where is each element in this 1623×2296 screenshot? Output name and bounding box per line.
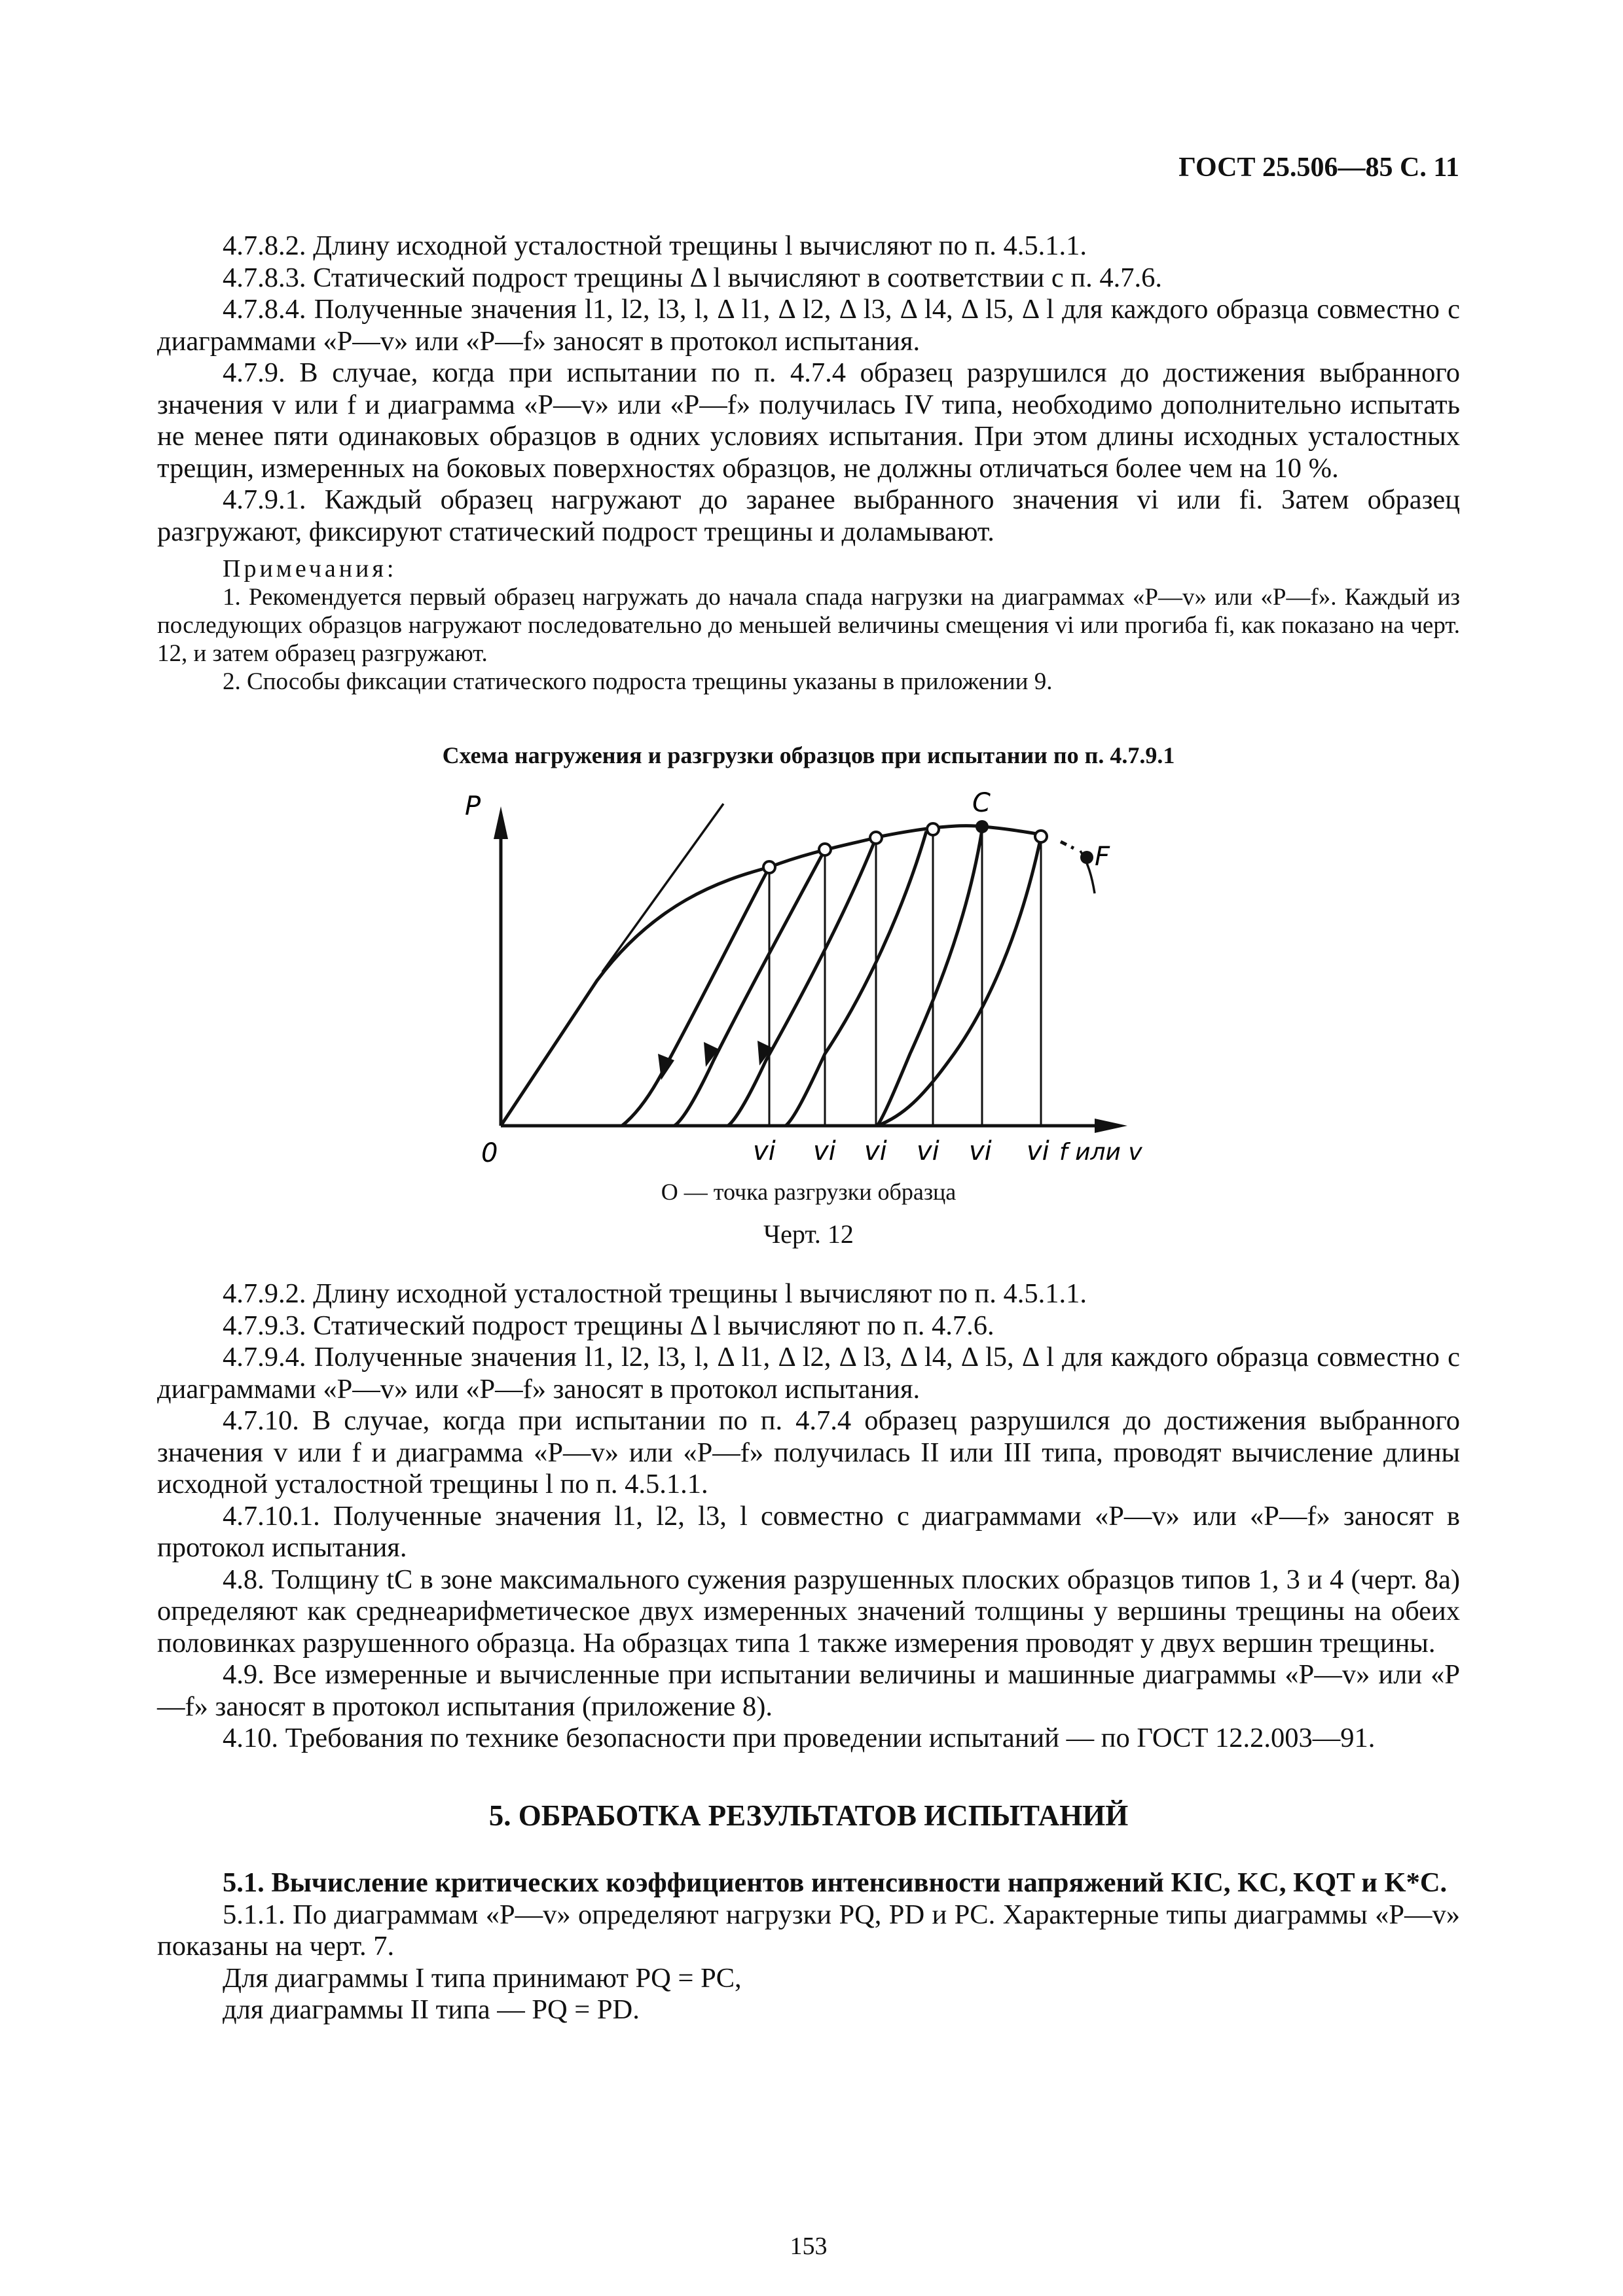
unload-line-4	[786, 831, 926, 1126]
paragraph-4-7-9-1: 4.7.9.1. Каждый образец нагружают до заранее выбранного значения vi или fi. Затем образец разгружают, фиксируют статический подрост трещины и доламывают.	[157, 484, 1460, 547]
note-2: 2. Способы фиксации статического подроста трещины указаны в приложении 9.	[223, 668, 1053, 695]
vi-label-1: vi	[753, 1136, 776, 1166]
paragraph-4-10: 4.10. Требования по технике безопасности при проведении испытаний — по ГОСТ 12.2.003—91.	[223, 1723, 1376, 1753]
notes-label: Примечания:	[223, 555, 397, 583]
figure-number: Черт. 12	[763, 1219, 854, 1249]
y-axis-label: P	[465, 791, 481, 821]
paragraph-4-7-9-2: 4.7.9.2. Длину исходной усталостной трещины l вычисляют по п. 4.5.1.1.	[223, 1278, 1087, 1309]
page-header: ГОСТ 25.506—85 С. 11	[1178, 152, 1459, 183]
origin-label: 0	[481, 1138, 498, 1168]
figure-title: Схема нагружения и разгрузки образцов при испытании по п. 4.7.9.1	[442, 742, 1175, 768]
vi-label-5: vi	[969, 1136, 992, 1166]
tangent-line	[602, 804, 723, 972]
x-axis-label: f или v	[1059, 1139, 1142, 1166]
paragraph-4-9: 4.9. Все измеренные и вычисленные при испытании величины и машинные диаграммы «P—v» или «P—f» заносят в протокол испытания (приложение 8).	[157, 1659, 1460, 1722]
load-curve-dashed	[1061, 842, 1074, 848]
paragraph-4-7-10: 4.7.10. В случае, когда при испытании по п. 4.7.4 образец разрушился до достижения выбранного значения v или f и диаграмма «P—v» или «P—f» получилась II или III типа, проводят вычисление длины исходной усталостной трещины l по п. 4.5.1.1.	[157, 1405, 1460, 1499]
vi-label-3: vi	[864, 1136, 887, 1166]
vi-label-2: vi	[813, 1136, 836, 1166]
unload-line-2	[674, 850, 825, 1126]
paragraph-4-7-10-1: 4.7.10.1. Полученные значения l1, l2, l3, l совместно с диаграммами «P—v» или «P—f» заносят в протокол испытания.	[157, 1500, 1460, 1563]
point-f	[1080, 851, 1093, 864]
point-f-label: F	[1095, 842, 1110, 872]
paragraph-diagram-type-2: для диаграммы II типа — PQ = PD.	[223, 1994, 640, 2025]
unload-line-6	[877, 836, 1041, 1126]
paragraph-4-7-9: 4.7.9. В случае, когда при испытании по п. 4.7.4 образец разрушился до достижения выбранного значения v или f и диаграмма «P—v» или «P—f» получилась IV типа, необходимо дополнительно испытать не менее пяти одинаковых образцов в одних условиях испытания. При этом длины исходных усталостных трещин, измеренных на боковых поверхностях образцов, не должны отличаться более чем на 10 %.	[157, 357, 1460, 484]
paragraph-4-7-9-3: 4.7.9.3. Статический подрост трещины Δ l вычисляют по п. 4.7.6.	[223, 1310, 994, 1341]
text-block-bottom	[157, 1867, 1460, 2026]
unload-line-3	[728, 838, 876, 1126]
paragraph-5-1-1: 5.1.1. По диаграммам «P—v» определяют нагрузки PQ, PD и PC. Характерные типы диаграммы «P—v» показаны на черт. 7.	[157, 1899, 1460, 1962]
paragraph-4-7-9-4: 4.7.9.4. Полученные значения l1, l2, l3, l, Δ l1, Δ l2, Δ l3, Δ l4, Δ l5, Δ l для каждого образца совместно с диаграммами «P—v» или «P—f» заносят в протокол испытания.	[157, 1342, 1460, 1405]
vi-label-4: vi	[917, 1136, 939, 1166]
text-block-middle	[157, 1278, 1460, 1755]
page-number: 153	[790, 2233, 828, 2260]
paragraph-4-7-8-3: 4.7.8.3. Статический подрост трещины Δ l вычисляют в соответствии с п. 4.7.6.	[223, 262, 1162, 293]
vi-label-6: vi	[1027, 1136, 1049, 1166]
note-1: 1. Рекомендуется первый образец нагружать до начала спада нагрузки на диаграммах «P—v» или «P—f». Каждый из последующих образцов нагружают последовательно до меньшей величины смещения vi или прогиба fi, как показано на черт. 12, и затем образец разгружают.	[157, 584, 1460, 667]
paragraph-4-7-8-2: 4.7.8.2. Длину исходной усталостной трещины l вычисляют по п. 4.5.1.1.	[223, 230, 1087, 261]
section-title: 5. ОБРАБОТКА РЕЗУЛЬТАТОВ ИСПЫТАНИЙ	[488, 1799, 1129, 1832]
paragraph-4-7-8-4: 4.7.8.4. Полученные значения l1, l2, l3, l, Δ l1, Δ l2, Δ l3, Δ l4, Δ l5, Δ l для каждого образца совместно с диаграммами «P—v» или «P—f» заносят в протокол испытания.	[157, 294, 1460, 357]
paragraph-diagram-type-1: Для диаграммы I типа принимают PQ = PC,	[223, 1962, 742, 1994]
unload-line-5	[877, 830, 982, 1126]
y-axis-arrow	[494, 806, 508, 839]
subsection-title: 5.1. Вычисление критических коэффициентов интенсивности напряжений KIC, KC, KQT и K*C.	[223, 1867, 1448, 1898]
x-axis-arrow	[1095, 1119, 1127, 1133]
paragraph-4-8: 4.8. Толщину tC в зоне максимального сужения разрушенных плоских образцов типов 1, 3 и 4 (черт. 8а) определяют как среднеарифметическое двух измеренных значений толщины у вершины трещины на обеих половинках разрушенного образца. На образцах типа 1 также измерения проводят у двух вершин трещины.	[157, 1564, 1460, 1659]
point-c	[976, 820, 989, 833]
point-c-label: C	[972, 788, 991, 818]
figure-legend: О — точка разгрузки образца	[661, 1179, 957, 1205]
